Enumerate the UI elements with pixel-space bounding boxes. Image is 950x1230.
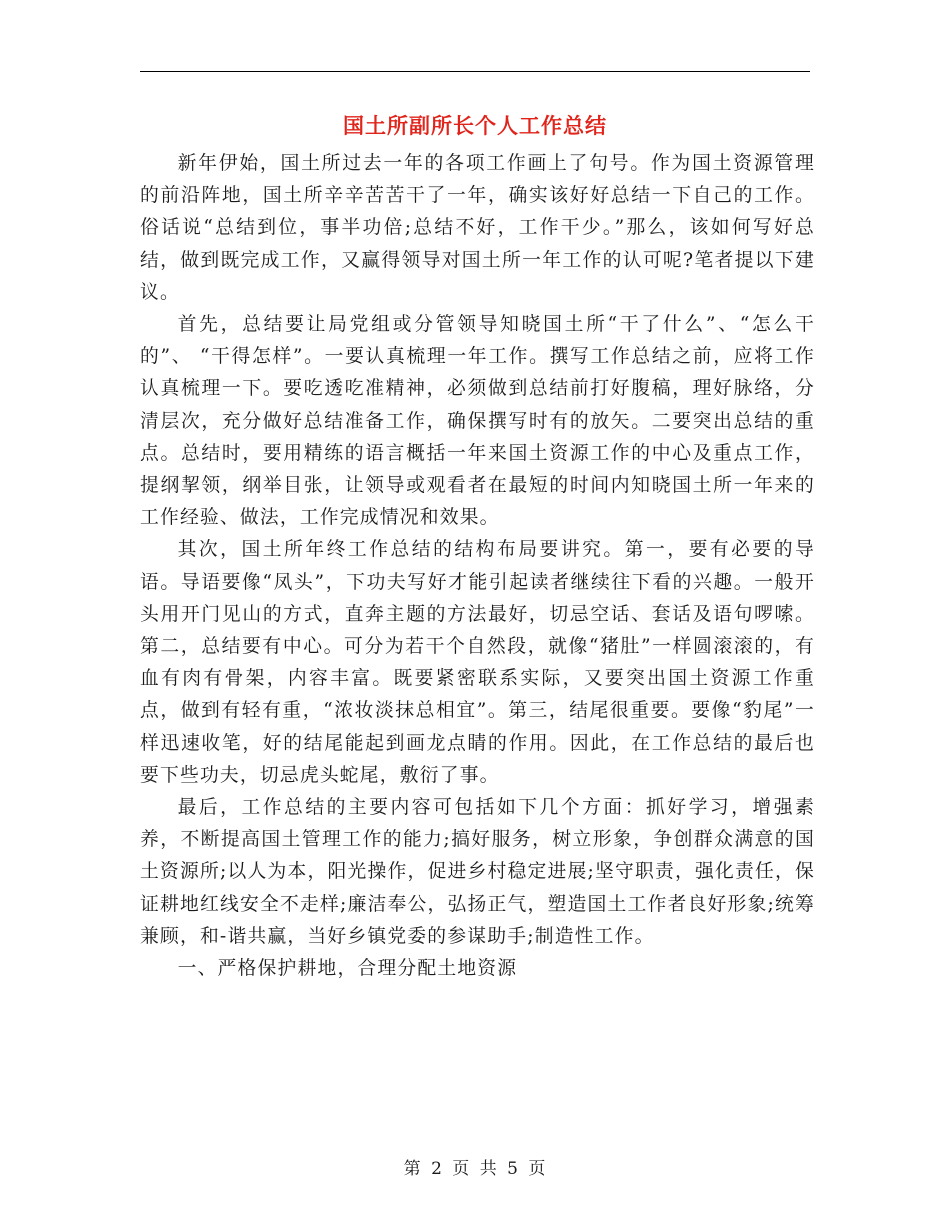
document-body — [140, 148, 815, 985]
section-heading: 一、严格保护耕地，合理分配土地资源 — [177, 958, 518, 980]
document-title: 国土所副所长个人工作总结 — [343, 113, 607, 138]
header-rule — [140, 71, 810, 72]
paragraph-last: 最后，工作总结的主要内容可包括如下几个方面：抓好学习，增强素养，不断提高国土管理工作的能力;搞好服务，树立形象，争创群众满意的国土资源所;以人为本，阳光操作，促进乡村稳定进展;坚守职责，强化责任，保证耕地红线安全不走样;廉洁奉公，弘扬正气，塑造国土工作者良好形象;统筹兼顾，和-谐共赢，当好乡镇党委的参谋助手;制造性工作。 — [140, 797, 815, 947]
page-number: 第 2 页 共 5 页 — [403, 1159, 547, 1179]
paragraph-second: 其次，国土所年终工作总结的结构布局要讲究。第一，要有必要的导语。导语要像“凤头”，下功夫写好才能引起读者继续往下看的兴趣。一般开头用开门见山的方式，直奔主题的方法最好，切忌空话、套话及语句啰嗦。第二，总结要有中心。可分为若干个自然段，就像“猪肚”一样圆滚滚的，有血有肉有骨架，内容丰富。既要紧密联系实际，又要突出国土资源工作重点，做到有轻有重，“浓妆淡抹总相宜”。第三，结尾很重要。要像“豹尾”一样迅速收笔，好的结尾能起到画龙点睛的作用。因此，在工作总结的最后也要下些功夫，切忌虎头蛇尾，敷衍了事。 — [140, 539, 815, 786]
paragraph-first: 首先，总结要让局党组或分管领导知晓国土所“干了什么”、“怎么干的”、 “干得怎样”。一要认真梳理一年工作。撰写工作总结之前，应将工作认真梳理一下。要吃透吃准精神，必须做到总结前打好腹稿，理好脉络，分清层次，充分做好总结准备工作，确保撰写时有的放矢。二要突出总结的重点。总结时，要用精练的语言概括一年来国土资源工作的中心及重点工作，提纲挈领，纲举目张，让领导或观看者在最短的时间内知晓国土所一年来的工作经验、做法，工作完成情况和效果。 — [140, 314, 815, 529]
paragraph-intro: 新年伊始，国土所过去一年的各项工作画上了句号。作为国土资源管理的前沿阵地，国土所辛辛苦苦干了一年，确实该好好总结一下自己的工作。俗话说“总结到位，事半功倍;总结不好，工作干少。”那么，该如何写好总结，做到既完成工作，又赢得领导对国土所一年工作的认可呢?笔者提以下建议。 — [140, 153, 815, 303]
